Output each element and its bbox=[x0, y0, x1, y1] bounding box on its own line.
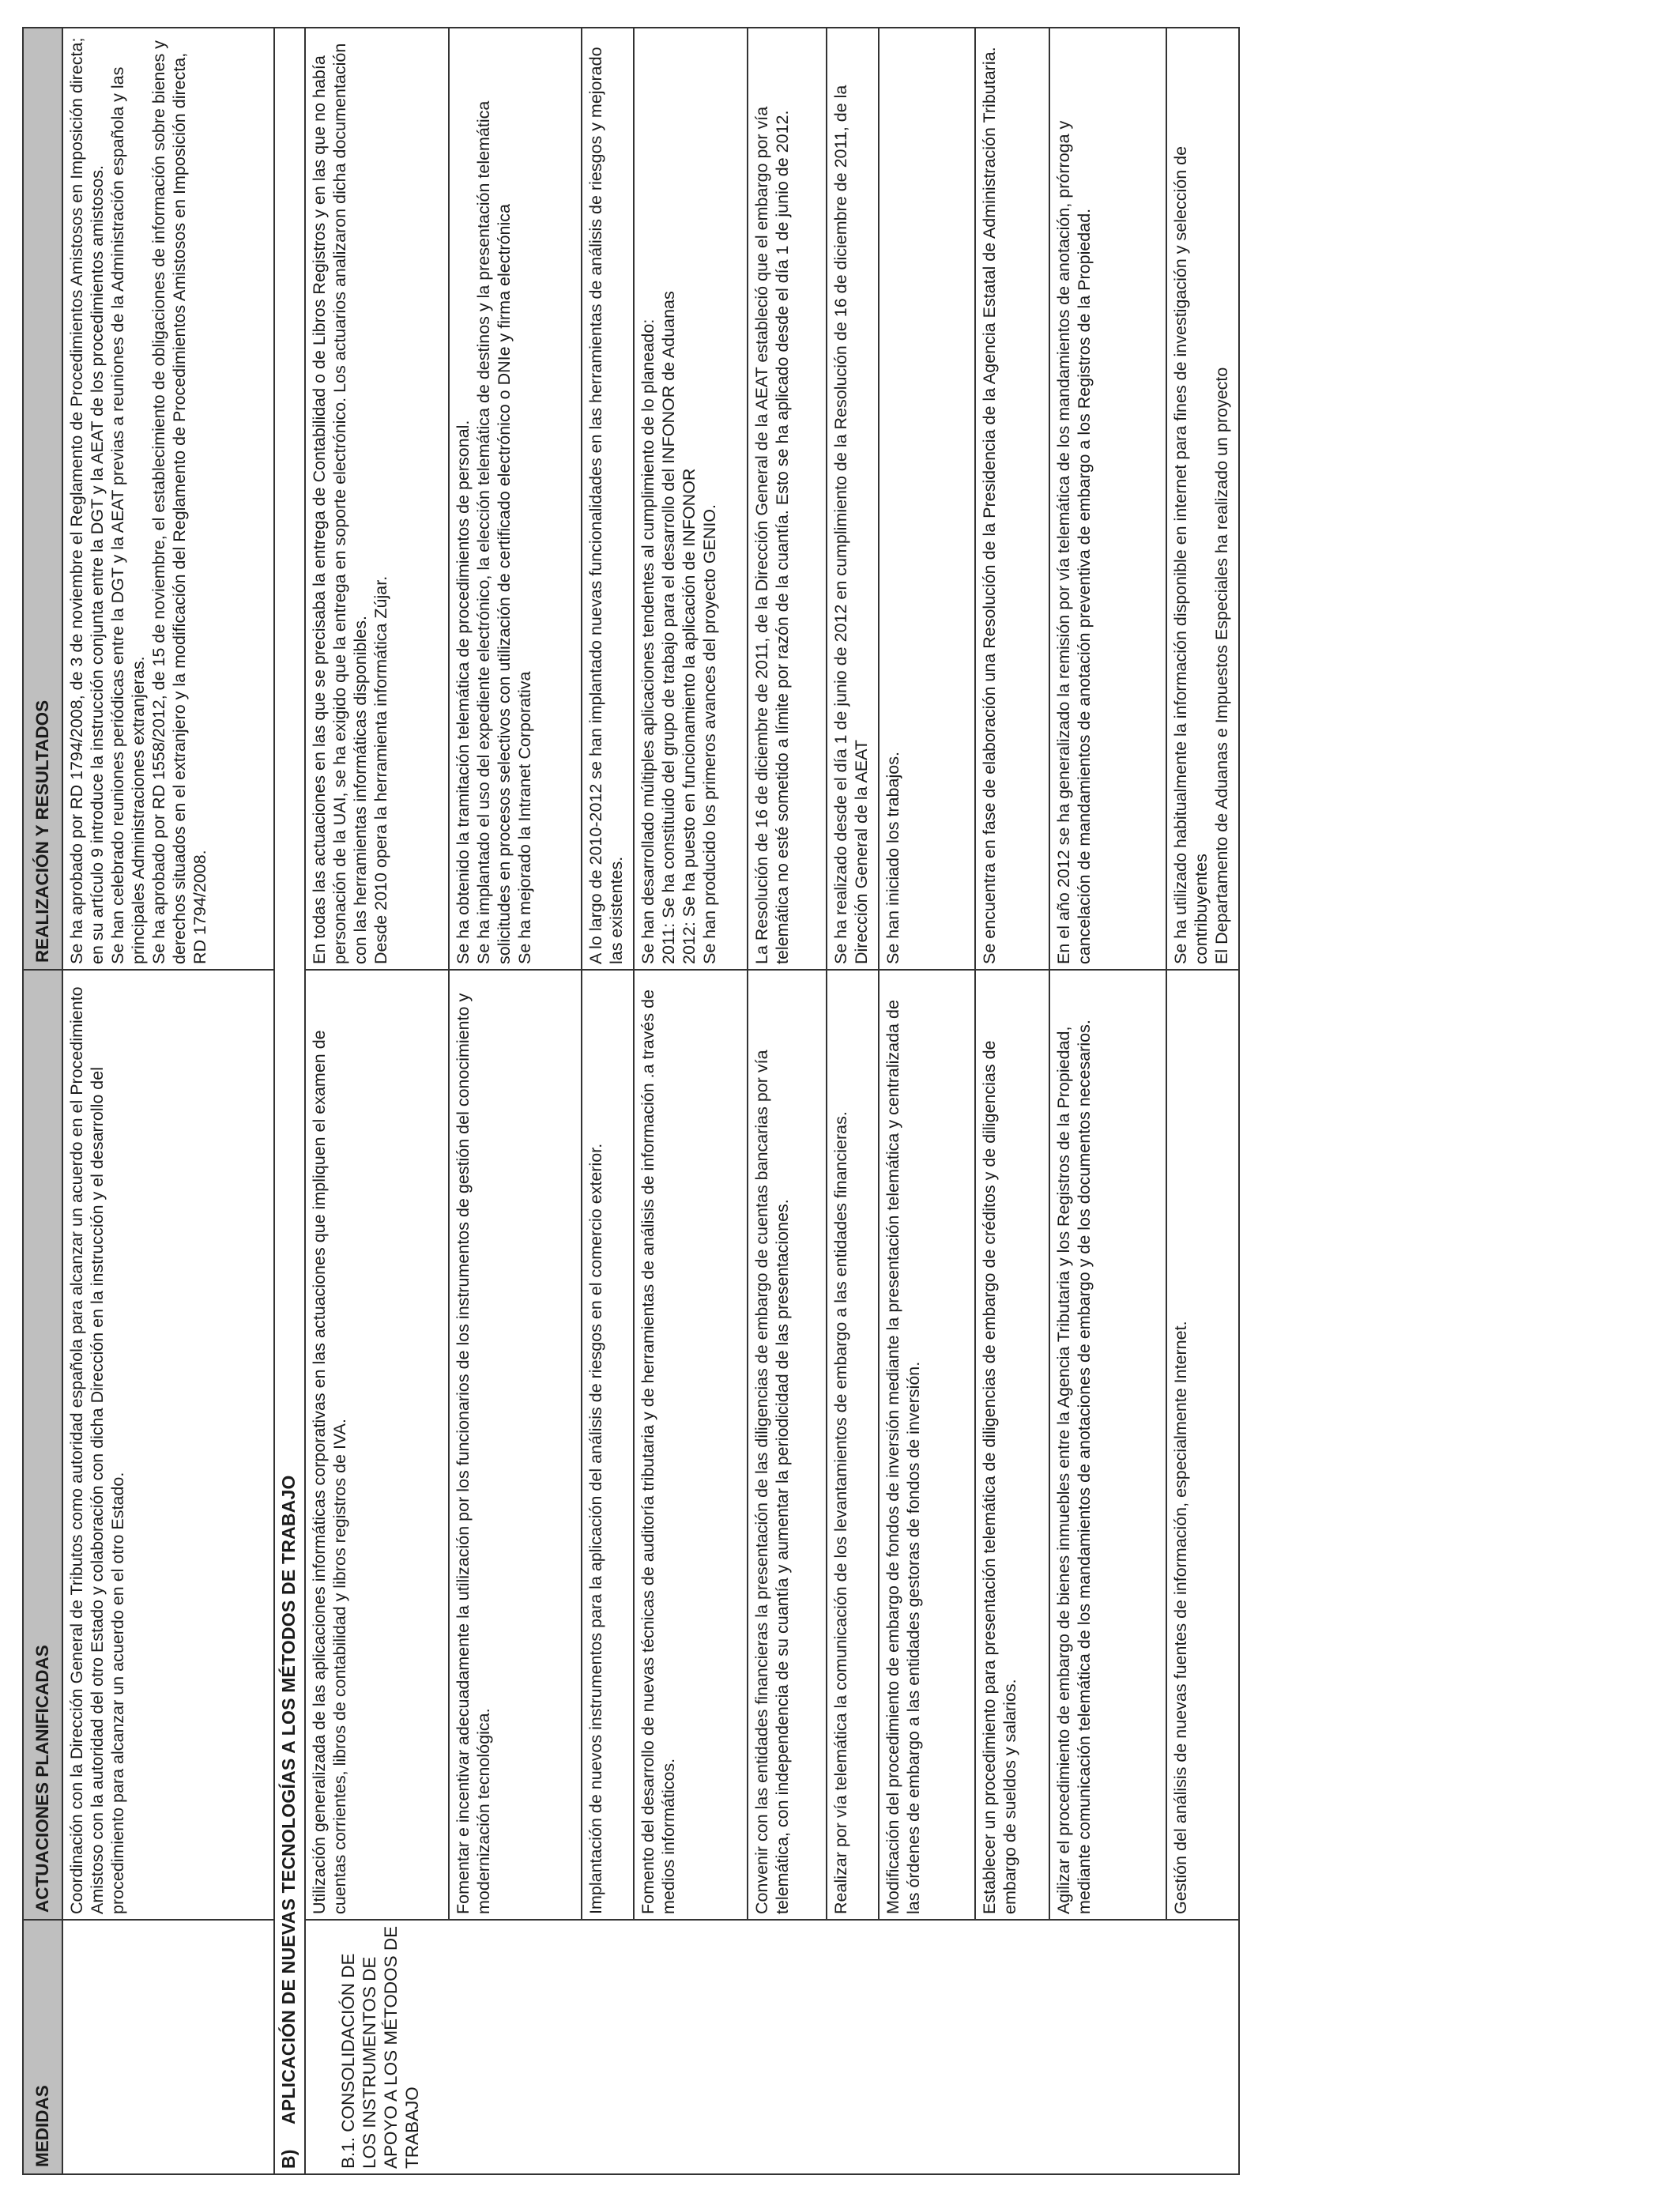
table-row bbox=[975, 28, 1049, 2174]
resultado-line: En todas las actuaciones en las que se precisaba la entrega de Contabilidad o de Libros Registros y en las que no había personación de la UAI, se ha exigido que la entrega en soporte electrónico. Los actuarios analizaron dicha documentación con las herramientas informáticas disponibles. bbox=[310, 43, 370, 964]
section-heading bbox=[274, 28, 305, 2174]
resultado-line: 2011: Se ha constituido del grupo de trabajo para el desarrollo del INFONOR de Aduanas bbox=[659, 291, 678, 964]
resultado-line: A lo largo de 2010-2012 se han implantado nuevas funcionalidades en las herramientas de análisis de riesgos y mejorado las existentes. bbox=[586, 47, 626, 964]
resultado-line: Se ha mejorado la Intranet Corporativa bbox=[515, 671, 534, 964]
measures-table bbox=[22, 27, 1240, 2175]
resultado-line: 2012: Se ha puesto en funcionamiento la aplicación de INFONOR bbox=[680, 468, 699, 964]
table-row bbox=[827, 28, 879, 2174]
medida-cell bbox=[62, 1920, 274, 2174]
table-row bbox=[1049, 28, 1166, 2174]
table-row bbox=[305, 28, 449, 2174]
actuacion-cell: Convenir con las entidades financieras la presentación de las diligencias de embargo de cuentas bancarias por vía telemática, con independencia de su cuantía y aumentar la periodicidad de las presentaciones. bbox=[748, 970, 827, 1920]
resultado-cell bbox=[748, 28, 827, 970]
resultado-line: Se encuentra en fase de elaboración una Resolución de la Presidencia de la Agencia Estatal de Administración Tributaria. bbox=[980, 47, 999, 964]
resultado-cell bbox=[582, 28, 634, 970]
section-row bbox=[274, 28, 305, 2174]
table-header-row bbox=[23, 28, 62, 2174]
actuacion-cell: Fomentar e incentivar adecuadamente la utilización por los funcionarios de los instrumentos de gestión del conocimiento y modernización tecnológica. bbox=[449, 970, 582, 1920]
resultado-line: Se han desarrollado múltiples aplicaciones tendentes al cumplimiento de lo planeado: bbox=[638, 319, 657, 964]
resultado-line: Se han iniciado los trabajos. bbox=[883, 752, 902, 964]
header-actuaciones: ACTUACIONES PLANIFICADAS bbox=[23, 970, 62, 1920]
actuacion-cell: Coordinación con la Dirección General de Tributos como autoridad española para alcanzar un acuerdo en el Procedimiento Amistoso con la autoridad del otro Estado y colaboración con dicha Dirección en la instrucción y el desarrollo del procedimiento para alcanzar un acuerdo en el otro Estado. bbox=[62, 970, 274, 1920]
header-medidas: MEDIDAS bbox=[23, 1920, 62, 2174]
header-resultados: REALIZACIÓN Y RESULTADOS bbox=[23, 28, 62, 970]
table-row bbox=[62, 28, 274, 2174]
resultado-cell bbox=[975, 28, 1049, 970]
resultado-cell bbox=[634, 28, 748, 970]
resultado-line: En el año 2012 se ha generalizado la remisión por vía telemática de los mandamientos de anotación, prórroga y cancelación de mandamientos de anotación preventiva de embargo a los Registros de la Propiedad. bbox=[1054, 120, 1094, 964]
actuacion-cell: Realizar por vía telemática la comunicación de los levantamientos de embargo a las entidades financieras. bbox=[827, 970, 879, 1920]
resultado-cell bbox=[449, 28, 582, 970]
rotated-page bbox=[0, 21, 1680, 2194]
resultado-cell bbox=[827, 28, 879, 970]
resultado-line: Se ha utilizado habitualmente la información disponible en internet para fines de investigación y selección de contribuyentes bbox=[1171, 145, 1211, 964]
actuacion-cell: Utilización generalizada de las aplicaciones informáticas corporativas en las actuaciones que impliquen el examen de cuentas corrientes, libros de contabilidad y libros registros de IVA. bbox=[305, 970, 449, 1920]
resultado-line: Desde 2010 opera la herramienta informática Zújar. bbox=[371, 575, 390, 964]
resultado-cell bbox=[879, 28, 975, 970]
group-title: B.1. CONSOLIDACIÓN DE LOS INSTRUMENTOS DE APOYO A LOS MÉTODOS DE TRABAJO bbox=[305, 1920, 1239, 2174]
section-title: APLICACIÓN DE NUEVAS TECNOLOGÍAS A LOS MÉTODOS DE TRABAJO bbox=[278, 1475, 299, 2124]
table-row bbox=[748, 28, 827, 2174]
table-row bbox=[582, 28, 634, 2174]
actuacion-cell: Modificación del procedimiento de embargo de fondos de inversión mediante la presentación telemática y centralizada de las órdenes de embargo a las entidades gestoras de fondos de inversión. bbox=[879, 970, 975, 1920]
resultado-line: Se ha aprobado por RD 1794/2008, de 3 de noviembre el Reglamento de Procedimientos Amistosos en Imposición directa; en su artículo 9 introduce la instrucción conjunta entre la DGT y la AEAT de los procedimientos amistosos. bbox=[67, 37, 107, 964]
actuacion-cell: Agilizar el procedimiento de embargo de bienes inmuebles entre la Agencia Tributaria y los Registros de la Propiedad, mediante comunicación telemática de los mandamientos de anotaciones de embargo y de los documentos necesarios. bbox=[1049, 970, 1166, 1920]
actuacion-cell: Establecer un procedimiento para presentación telemática de diligencias de embargo de créditos y de diligencias de embargo de sueldos y salarios. bbox=[975, 970, 1049, 1920]
resultado-cell bbox=[305, 28, 449, 970]
table-row bbox=[634, 28, 748, 2174]
resultado-line: La Resolución de 16 de diciembre de 2011, de la Dirección General de la AEAT estableció que el embargo por vía telemática no esté sometido a límite por razón de la cuantía. Esto se ha aplicado desde el día 1 de junio de 2012. bbox=[752, 106, 792, 964]
resultado-cell bbox=[62, 28, 274, 970]
resultado-cell bbox=[1049, 28, 1166, 970]
table-row bbox=[1166, 28, 1239, 2174]
resultado-line: Se ha obtenido la tramitación telemática de procedimientos de personal. bbox=[454, 420, 473, 964]
resultado-line: El Departamento de Aduanas e Impuestos Especiales ha realizado un proyecto bbox=[1212, 367, 1231, 964]
resultado-line: Se han celebrado reuniones periódicas entre la DGT y la AEAT previas a reuniones de la Administración española y las principales Administraciones extranjeras. bbox=[108, 66, 148, 964]
section-letter: B) bbox=[278, 2149, 299, 2169]
table-row bbox=[879, 28, 975, 2174]
resultado-line: Se ha aprobado por RD 1558/2012, de 15 de noviembre, el establecimiento de obligaciones de información sobre bienes y derechos situados en el extranjero y la modificación del Reglamento de Procedimientos Amistosos en Imposición directa, RD 1794/2008. bbox=[149, 40, 209, 964]
actuacion-cell: Implantación de nuevos instrumentos para la aplicación del análisis de riesgos en el comercio exterior. bbox=[582, 970, 634, 1920]
resultado-line: Se ha implantado el uso del expediente electrónico, la elección telemática de destinos y la presentación telemática solicitudes en procesos selectivos con utilización de certificado electrónico o DNIe y firma electrónica bbox=[474, 100, 514, 964]
resultado-line: Se ha realizado desde el día 1 de junio de 2012 en cumplimiento de la Resolución de 16 de diciembre de 2011, de la Dirección General de la AEAT bbox=[831, 85, 871, 964]
resultado-cell bbox=[1166, 28, 1239, 970]
actuacion-cell: Fomento del desarrollo de nuevas técnicas de auditoría tributaria y de herramientas de análisis de información .a través de medios informáticos. bbox=[634, 970, 748, 1920]
resultado-line: Se han producido los primeros avances del proyecto GENIO. bbox=[700, 504, 719, 964]
actuacion-cell: Gestión del análisis de nuevas fuentes de información, especialmente Internet. bbox=[1166, 970, 1239, 1920]
table-row bbox=[449, 28, 582, 2174]
